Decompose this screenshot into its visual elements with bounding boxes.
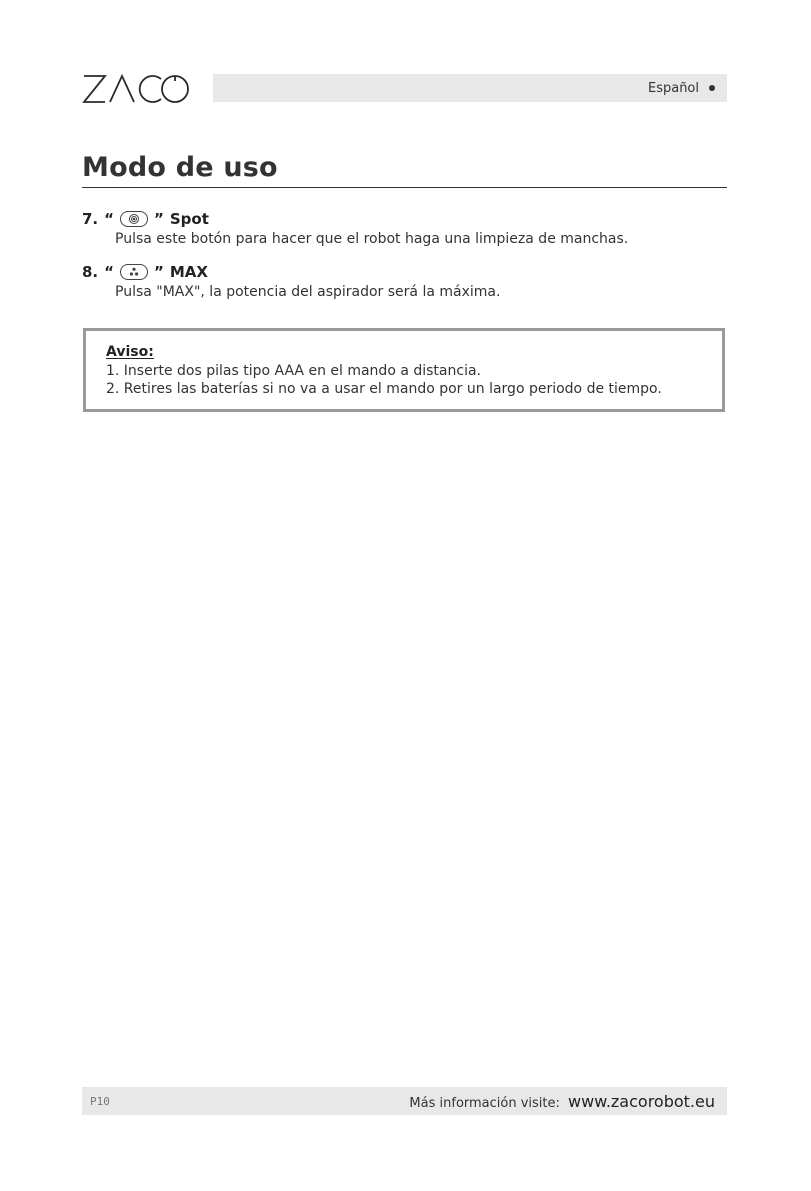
- page-title: Modo de uso: [82, 152, 278, 183]
- item-label: MAX: [169, 263, 208, 281]
- bullet-icon: [709, 85, 715, 91]
- zaco-logo-graphic: [82, 70, 192, 106]
- close-quote: ”: [154, 263, 164, 281]
- item-number: 8.: [82, 263, 99, 281]
- more-info-label: Más información visite:: [409, 1095, 560, 1111]
- list-item-spot: [82, 209, 628, 247]
- title-divider: [82, 187, 727, 188]
- more-info: [409, 1092, 715, 1111]
- notice-box: [83, 328, 725, 412]
- language-bar: [213, 74, 727, 102]
- page-number: P10: [90, 1094, 110, 1108]
- footer-bar: [82, 1087, 727, 1115]
- max-fan-icon: [120, 264, 148, 280]
- notice-title: Aviso:: [106, 344, 154, 360]
- open-quote: “: [104, 263, 114, 281]
- item-number: 7.: [82, 210, 99, 228]
- notice-line: 1. Inserte dos pilas tipo AAA en el mando a distancia.: [106, 363, 481, 379]
- open-quote: “: [104, 210, 114, 228]
- website-link[interactable]: www.zacorobot.eu: [568, 1091, 715, 1111]
- language-label: Español: [647, 80, 699, 96]
- item-description: Pulsa este botón para hacer que el robot haga una limpieza de manchas.: [115, 231, 629, 247]
- close-quote: ”: [154, 210, 164, 228]
- item-description: Pulsa "MAX", la potencia del aspirador será la máxima.: [115, 284, 501, 300]
- list-item-max: [82, 262, 500, 300]
- notice-line: 2. Retires las baterías si no va a usar el mando por un largo periodo de tiempo.: [106, 381, 662, 397]
- spot-icon: [120, 211, 148, 227]
- zaco-logo: [82, 70, 192, 106]
- item-label: Spot: [169, 210, 209, 228]
